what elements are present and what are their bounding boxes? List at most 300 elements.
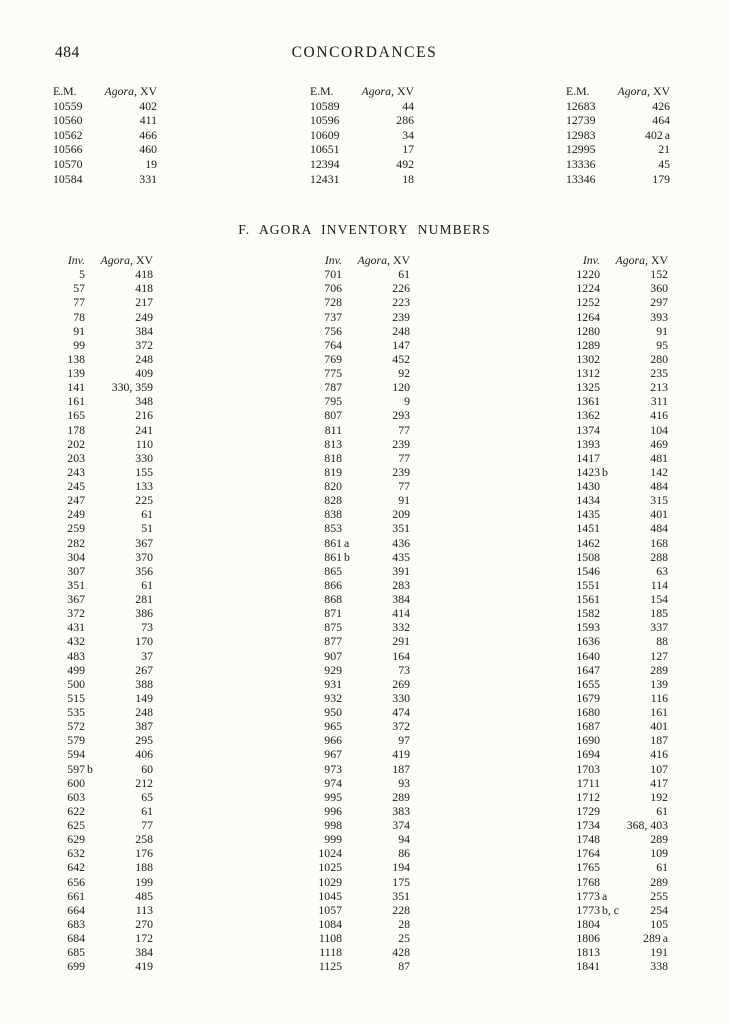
agora-number-cell: 348 bbox=[135, 394, 153, 409]
table-row bbox=[554, 606, 668, 620]
agora-number-cell: 77 bbox=[398, 422, 410, 437]
table-row bbox=[554, 945, 668, 959]
agora-number-cell: 152 bbox=[650, 267, 668, 282]
inventory-number-cell: 367 bbox=[67, 592, 85, 606]
inventory-number-cell: 12983 bbox=[566, 127, 596, 142]
table-row bbox=[39, 776, 153, 790]
agora-number-cell: 370 bbox=[135, 549, 153, 564]
inventory-number-cell: 203 bbox=[67, 450, 85, 465]
inventory-number-cell: 1025 bbox=[318, 860, 342, 875]
table-row bbox=[554, 394, 668, 408]
table-row bbox=[39, 606, 153, 620]
inventory-number-cell: 701 bbox=[324, 267, 342, 282]
table-row bbox=[39, 451, 153, 465]
inventory-number-cell: 351 bbox=[67, 577, 85, 592]
table-row bbox=[296, 634, 410, 648]
agora-number-cell: 172 bbox=[135, 931, 153, 945]
table-row bbox=[296, 479, 410, 493]
table-row bbox=[554, 860, 668, 874]
inventory-number-cell: 1302 bbox=[576, 351, 600, 366]
table-row bbox=[39, 564, 153, 578]
inventory-number-cell: 1434 bbox=[576, 493, 600, 508]
agora-number-cell: 351 bbox=[392, 521, 410, 536]
inventory-number-cell: 1084 bbox=[318, 916, 342, 931]
table-row bbox=[39, 479, 153, 493]
agora-number-cell: 416 bbox=[650, 408, 668, 423]
agora-number-cell: 176 bbox=[135, 846, 153, 861]
table-row bbox=[53, 113, 157, 128]
agora-number-cell: 61 bbox=[398, 267, 410, 282]
agora-number-cell: 367 bbox=[135, 535, 153, 550]
table-row bbox=[554, 408, 668, 422]
inventory-number-cell: 1435 bbox=[576, 507, 600, 522]
agora-number-cell: 248 bbox=[392, 323, 410, 338]
table-row bbox=[296, 267, 410, 281]
agora-number-cell: 199 bbox=[135, 874, 153, 889]
agora-number-cell: 37 bbox=[141, 648, 153, 663]
inventory-number-cell: 12431 bbox=[310, 171, 340, 186]
agora-header-italic: Agora, bbox=[357, 253, 390, 267]
agora-number-cell: 228 bbox=[392, 902, 410, 917]
agora-number-cell: 383 bbox=[392, 803, 410, 818]
table-row bbox=[566, 172, 670, 187]
table-row bbox=[554, 437, 668, 451]
table-row bbox=[296, 366, 410, 380]
agora-number-cell: 372 bbox=[135, 337, 153, 352]
agora-number-cell: 414 bbox=[392, 606, 410, 621]
agora-number-cell: 65 bbox=[141, 789, 153, 804]
inventory-number-cell: 706 bbox=[324, 281, 342, 296]
inventory-number-cell: 1687 bbox=[576, 719, 600, 734]
inventory-number-cell: 861 a bbox=[324, 535, 350, 550]
agora-number-cell: 110 bbox=[135, 436, 153, 451]
table-row bbox=[296, 521, 410, 535]
agora-number-cell: 155 bbox=[135, 464, 153, 479]
inventory-number-cell: 907 bbox=[324, 648, 342, 663]
inventory-column-1 bbox=[39, 253, 153, 973]
table-row bbox=[39, 733, 153, 747]
inventory-number-cell: 307 bbox=[67, 563, 85, 578]
agora-number-cell: 338 bbox=[650, 959, 668, 974]
inventory-number-cell: 1280 bbox=[576, 323, 600, 338]
id-column-header: Inv. bbox=[67, 253, 85, 267]
table-row bbox=[39, 408, 153, 422]
agora-number-cell: 411 bbox=[139, 113, 157, 128]
table-row bbox=[296, 408, 410, 422]
agora-number-cell: 97 bbox=[398, 733, 410, 748]
table-row bbox=[296, 649, 410, 663]
table-row bbox=[296, 564, 410, 578]
agora-column-header: Agora, XV bbox=[100, 253, 153, 267]
inventory-number-cell: 1430 bbox=[576, 479, 600, 493]
table-row bbox=[296, 493, 410, 507]
id-column-header: E.M. bbox=[310, 84, 334, 98]
table-row bbox=[296, 394, 410, 408]
table-row bbox=[296, 776, 410, 790]
table-row bbox=[296, 705, 410, 719]
agora-number-cell: 267 bbox=[135, 662, 153, 677]
inventory-number-cell: 1393 bbox=[576, 436, 600, 451]
inventory-number-cell: 500 bbox=[67, 676, 85, 691]
table-row bbox=[39, 931, 153, 945]
agora-number-cell: 91 bbox=[656, 323, 668, 338]
agora-column-header: Agora, XV bbox=[615, 253, 668, 267]
table-row bbox=[554, 310, 668, 324]
inventory-number-cell: 1813 bbox=[576, 945, 600, 960]
table-row bbox=[39, 747, 153, 761]
agora-number-cell: 315 bbox=[650, 493, 668, 508]
inventory-number-cell: 12683 bbox=[566, 98, 596, 113]
inventory-number-cell: 1773 b, c bbox=[576, 902, 620, 917]
table-row bbox=[554, 634, 668, 648]
table-row bbox=[296, 592, 410, 606]
inventory-number-cell: 1680 bbox=[576, 705, 600, 719]
inventory-number-cell: 967 bbox=[324, 747, 342, 762]
agora-number-cell: 226 bbox=[392, 281, 410, 296]
agora-number-cell: 289 bbox=[650, 662, 668, 677]
agora-number-cell: 391 bbox=[392, 563, 410, 578]
agora-number-cell: 417 bbox=[650, 775, 668, 790]
agora-number-cell: 372 bbox=[392, 719, 410, 734]
table-row bbox=[39, 550, 153, 564]
table-row bbox=[39, 380, 153, 394]
table-row bbox=[310, 113, 414, 128]
table-row bbox=[296, 719, 410, 733]
inventory-number-cell: 1561 bbox=[576, 592, 600, 606]
em-concordance-column-1 bbox=[53, 84, 157, 186]
table-row bbox=[39, 592, 153, 606]
agora-number-cell: 105 bbox=[650, 916, 668, 931]
inventory-number-cell: 515 bbox=[67, 690, 85, 705]
agora-number-cell: 212 bbox=[135, 775, 153, 790]
agora-number-cell: 281 bbox=[135, 592, 153, 606]
inventory-number-cell: 572 bbox=[67, 719, 85, 734]
inventory-number-cell: 77 bbox=[73, 295, 85, 310]
inventory-number-cell: 853 bbox=[324, 521, 342, 536]
agora-number-cell: 239 bbox=[392, 436, 410, 451]
inventory-number-cell: 868 bbox=[324, 592, 342, 606]
inventory-number-cell: 57 bbox=[73, 281, 85, 296]
agora-number-cell: 295 bbox=[135, 733, 153, 748]
table-row bbox=[39, 620, 153, 634]
page-title: CONCORDANCES bbox=[291, 44, 438, 61]
agora-number-cell: 235 bbox=[650, 366, 668, 380]
inventory-number-cell: 1748 bbox=[576, 832, 600, 847]
inventory-number-cell: 661 bbox=[67, 888, 85, 903]
inventory-number-cell: 929 bbox=[324, 662, 342, 677]
table-row bbox=[296, 733, 410, 747]
agora-number-cell: 401 bbox=[650, 719, 668, 734]
inventory-number-cell: 1551 bbox=[576, 577, 600, 592]
inventory-number-cell: 795 bbox=[324, 394, 342, 409]
inventory-number-cell: 974 bbox=[324, 775, 342, 790]
em-concordance-column-2 bbox=[310, 84, 414, 186]
agora-number-cell: 73 bbox=[398, 662, 410, 677]
page-number: 484 bbox=[55, 44, 80, 61]
inventory-number-cell: 728 bbox=[324, 295, 342, 310]
inventory-number-cell: 787 bbox=[324, 380, 342, 395]
table-row bbox=[39, 352, 153, 366]
agora-number-cell: 185 bbox=[650, 606, 668, 621]
inventory-number-cell: 1423 b bbox=[576, 464, 608, 479]
inventory-number-cell: 775 bbox=[324, 366, 342, 380]
inventory-number-cell: 1024 bbox=[318, 846, 342, 861]
agora-number-cell: 194 bbox=[392, 860, 410, 875]
table-row bbox=[296, 451, 410, 465]
inventory-number-cell: 13336 bbox=[566, 156, 596, 171]
agora-number-cell: 466 bbox=[139, 127, 157, 142]
agora-number-cell: 133 bbox=[135, 479, 153, 493]
agora-number-cell: 419 bbox=[392, 747, 410, 762]
table-row bbox=[296, 889, 410, 903]
agora-number-cell: 139 bbox=[650, 676, 668, 691]
inventory-number-cell: 12739 bbox=[566, 113, 596, 128]
inventory-number-cell: 10589 bbox=[310, 98, 340, 113]
table-row bbox=[296, 790, 410, 804]
inventory-number-cell: 1224 bbox=[576, 281, 600, 296]
table-row bbox=[296, 310, 410, 324]
table-row bbox=[296, 536, 410, 550]
agora-number-cell: 469 bbox=[650, 436, 668, 451]
table-row bbox=[554, 592, 668, 606]
agora-number-cell: 239 bbox=[392, 464, 410, 479]
inventory-number-cell: 178 bbox=[67, 422, 85, 437]
agora-number-cell: 384 bbox=[135, 945, 153, 960]
inventory-number-cell: 683 bbox=[67, 916, 85, 931]
inventory-number-cell: 161 bbox=[67, 394, 85, 409]
inventory-number-cell: 756 bbox=[324, 323, 342, 338]
inventory-number-cell: 245 bbox=[67, 479, 85, 493]
table-row bbox=[296, 846, 410, 860]
table-row bbox=[296, 875, 410, 889]
agora-number-cell: 311 bbox=[650, 394, 668, 409]
agora-number-cell: 368, 403 bbox=[626, 818, 668, 832]
table-row bbox=[39, 832, 153, 846]
inventory-number-cell: 811 bbox=[324, 422, 342, 437]
table-row bbox=[296, 324, 410, 338]
inventory-number-cell: 1765 bbox=[576, 860, 600, 875]
table-row bbox=[296, 620, 410, 634]
inventory-number-cell: 1312 bbox=[576, 366, 600, 380]
agora-number-cell: 332 bbox=[392, 620, 410, 635]
agora-number-cell: 337 bbox=[650, 620, 668, 635]
table-row bbox=[296, 832, 410, 846]
inventory-number-cell: 1806 bbox=[576, 931, 600, 945]
inventory-number-suffix: b, c bbox=[602, 902, 620, 917]
table-row bbox=[39, 338, 153, 352]
agora-header-italic: Agora, bbox=[361, 84, 394, 98]
inventory-number-cell: 965 bbox=[324, 719, 342, 734]
inventory-number-cell: 737 bbox=[324, 309, 342, 324]
agora-number-cell: 288 bbox=[650, 549, 668, 564]
table-row bbox=[554, 507, 668, 521]
inventory-column-2 bbox=[296, 253, 410, 973]
agora-number-cell: 254 bbox=[650, 902, 668, 917]
inventory-number-cell: 597 b bbox=[67, 761, 93, 776]
agora-number-cell: 21 bbox=[658, 142, 670, 157]
agora-number-cell: 485 bbox=[135, 888, 153, 903]
inventory-number-cell: 1361 bbox=[576, 394, 600, 409]
inventory-number-cell: 579 bbox=[67, 733, 85, 748]
agora-number-cell: 436 bbox=[392, 535, 410, 550]
agora-number-cell: 120 bbox=[392, 380, 410, 395]
inventory-number-cell: 642 bbox=[67, 860, 85, 875]
inventory-number-cell: 1252 bbox=[576, 295, 600, 310]
table-row bbox=[554, 959, 668, 973]
table-row bbox=[53, 142, 157, 157]
inventory-number-cell: 10559 bbox=[53, 98, 83, 113]
inventory-number-cell: 1546 bbox=[576, 563, 600, 578]
inventory-number-cell: 877 bbox=[324, 634, 342, 649]
table-row bbox=[39, 493, 153, 507]
inventory-number-cell: 820 bbox=[324, 479, 342, 493]
inventory-number-cell: 432 bbox=[67, 634, 85, 649]
agora-number-cell: 18 bbox=[402, 171, 414, 186]
id-column-header: E.M. bbox=[566, 84, 590, 98]
inventory-number-cell: 807 bbox=[324, 408, 342, 423]
table-row bbox=[296, 903, 410, 917]
table-row bbox=[554, 776, 668, 790]
agora-number-cell: 17 bbox=[402, 142, 414, 157]
agora-number-cell: 484 bbox=[650, 521, 668, 536]
agora-number-cell: 258 bbox=[135, 832, 153, 847]
agora-number-cell: 435 bbox=[392, 549, 410, 564]
inventory-number-cell: 1057 bbox=[318, 902, 342, 917]
agora-number-cell: 249 bbox=[135, 309, 153, 324]
inventory-number-cell: 813 bbox=[324, 436, 342, 451]
inventory-number-cell: 247 bbox=[67, 493, 85, 508]
agora-number-cell: 374 bbox=[392, 818, 410, 832]
table-row bbox=[554, 493, 668, 507]
agora-number-cell: 492 bbox=[396, 156, 414, 171]
table-row bbox=[554, 620, 668, 634]
table-row bbox=[310, 142, 414, 157]
table-row bbox=[554, 762, 668, 776]
agora-number-cell: 393 bbox=[650, 309, 668, 324]
table-row bbox=[39, 705, 153, 719]
table-row bbox=[39, 281, 153, 295]
agora-number-cell: 95 bbox=[656, 337, 668, 352]
inventory-number-cell: 625 bbox=[67, 818, 85, 832]
table-row bbox=[39, 394, 153, 408]
inventory-number-cell: 600 bbox=[67, 775, 85, 790]
inventory-number-cell: 10609 bbox=[310, 127, 340, 142]
table-row bbox=[296, 437, 410, 451]
agora-number-cell: 248 bbox=[135, 705, 153, 719]
inventory-number-cell: 603 bbox=[67, 789, 85, 804]
inventory-number-cell: 1108 bbox=[318, 931, 342, 945]
agora-number-cell: 297 bbox=[650, 295, 668, 310]
agora-number-cell: 86 bbox=[398, 846, 410, 861]
table-row bbox=[296, 804, 410, 818]
table-row bbox=[554, 733, 668, 747]
inventory-number-cell: 99 bbox=[73, 337, 85, 352]
id-column-header: E.M. bbox=[53, 84, 77, 98]
table-row bbox=[554, 903, 668, 917]
table-row bbox=[554, 875, 668, 889]
table-row bbox=[554, 324, 668, 338]
table-row bbox=[39, 521, 153, 535]
table-row bbox=[39, 634, 153, 648]
agora-header-italic: Agora, bbox=[104, 84, 137, 98]
agora-number-cell: 401 bbox=[650, 507, 668, 522]
table-row bbox=[554, 663, 668, 677]
agora-column-header: Agora, XV bbox=[617, 84, 670, 98]
agora-number-cell: 225 bbox=[135, 493, 153, 508]
agora-number-cell: 384 bbox=[392, 592, 410, 606]
inventory-number-cell: 5 bbox=[79, 267, 85, 282]
agora-number-cell: 217 bbox=[135, 295, 153, 310]
table-row bbox=[39, 423, 153, 437]
inventory-number-cell: 165 bbox=[67, 408, 85, 423]
column-header-row bbox=[310, 84, 414, 99]
table-row bbox=[296, 550, 410, 564]
inventory-number-cell: 1417 bbox=[576, 450, 600, 465]
inventory-number-cell: 1768 bbox=[576, 874, 600, 889]
agora-number-cell: 213 bbox=[650, 380, 668, 395]
table-row bbox=[310, 157, 414, 172]
table-row bbox=[39, 295, 153, 309]
table-row bbox=[554, 578, 668, 592]
agora-number-cell: 60 bbox=[141, 761, 153, 776]
agora-number-cell: 61 bbox=[656, 860, 668, 875]
agora-number-cell: 484 bbox=[650, 479, 668, 493]
table-row bbox=[296, 931, 410, 945]
inventory-number-cell: 499 bbox=[67, 662, 85, 677]
inventory-number-cell: 10562 bbox=[53, 127, 83, 142]
table-row bbox=[39, 507, 153, 521]
inventory-number-cell: 828 bbox=[324, 493, 342, 508]
table-row bbox=[296, 677, 410, 691]
inventory-number-cell: 1804 bbox=[576, 916, 600, 931]
inventory-number-cell: 249 bbox=[67, 507, 85, 522]
agora-number-cell: 170 bbox=[135, 634, 153, 649]
inventory-number-cell: 10566 bbox=[53, 142, 83, 157]
agora-number-cell: 154 bbox=[650, 592, 668, 606]
inventory-number-suffix: a bbox=[344, 535, 350, 550]
agora-number-suffix: a bbox=[664, 127, 670, 142]
inventory-number-cell: 998 bbox=[324, 818, 342, 832]
table-row bbox=[554, 352, 668, 366]
inventory-number-cell: 483 bbox=[67, 648, 85, 663]
table-row bbox=[39, 762, 153, 776]
table-row bbox=[566, 142, 670, 157]
agora-number-cell: 51 bbox=[141, 521, 153, 536]
agora-number-cell: 428 bbox=[392, 945, 410, 960]
inventory-number-cell: 243 bbox=[67, 464, 85, 479]
agora-header-italic: Agora, bbox=[100, 253, 133, 267]
table-row bbox=[296, 747, 410, 761]
inventory-number-cell: 431 bbox=[67, 620, 85, 635]
inventory-number-cell: 684 bbox=[67, 931, 85, 945]
agora-number-cell: 402 bbox=[139, 98, 157, 113]
table-row bbox=[39, 875, 153, 889]
table-row bbox=[296, 465, 410, 479]
agora-number-cell: 77 bbox=[398, 450, 410, 465]
inventory-number-cell: 10584 bbox=[53, 171, 83, 186]
table-row bbox=[310, 128, 414, 143]
inventory-number-cell: 1462 bbox=[576, 535, 600, 550]
inventory-number-cell: 1508 bbox=[576, 549, 600, 564]
inventory-number-cell: 1593 bbox=[576, 620, 600, 635]
agora-column-header: Agora, XV bbox=[361, 84, 414, 98]
agora-number-cell: 179 bbox=[652, 171, 670, 186]
inventory-number-cell: 1582 bbox=[576, 606, 600, 621]
table-row bbox=[554, 479, 668, 493]
agora-number-cell: 142 bbox=[650, 464, 668, 479]
inventory-number-cell: 1647 bbox=[576, 662, 600, 677]
inventory-number-cell: 1125 bbox=[318, 959, 342, 974]
